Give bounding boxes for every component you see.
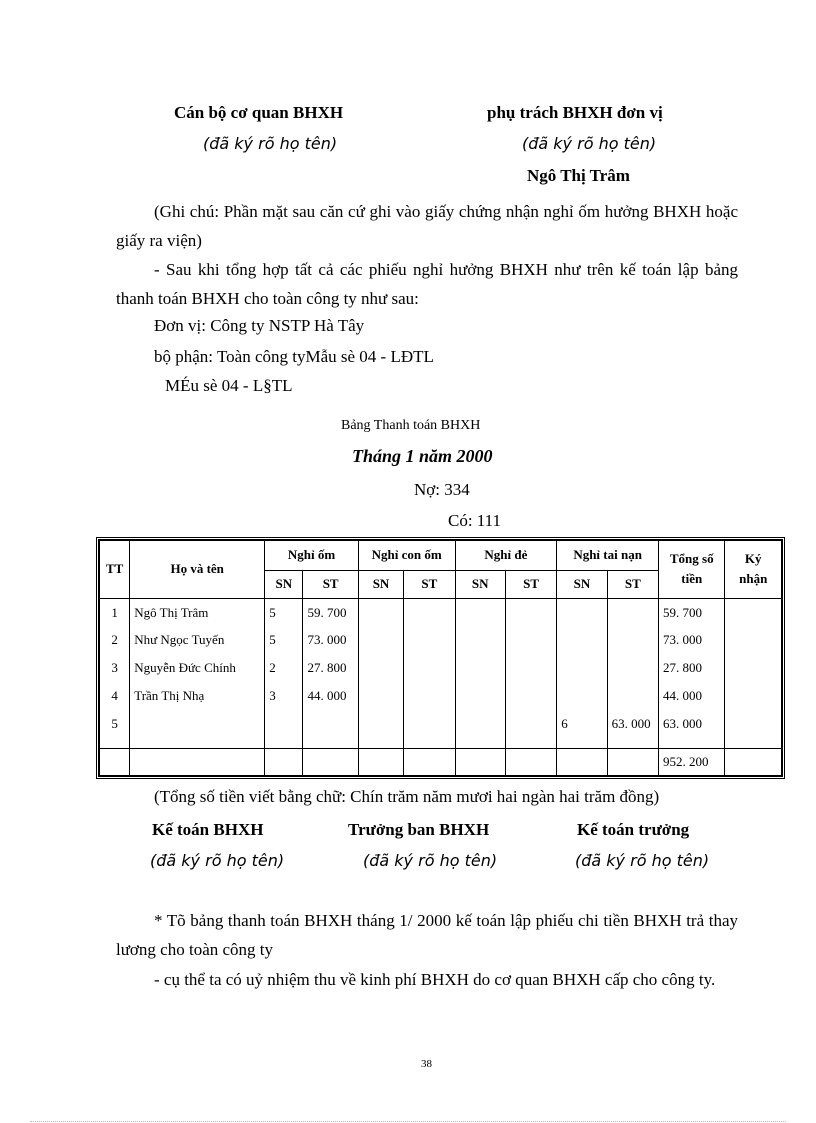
note-paragraph: (Ghi chú: Phần mặt sau căn cứ ghi vào giấy chứng nhận nghỉ ốm hưởng BHXH hoặc giấy ra viện): [116, 202, 738, 250]
row-sick-sn: [265, 710, 303, 738]
row-sign: [725, 654, 782, 682]
debit-account: Nợ: 334: [414, 480, 470, 499]
row-sick-st: 73. 000: [303, 626, 358, 654]
row-tt: 4: [100, 682, 130, 710]
row-name: Như Ngọc Tuyến: [130, 626, 265, 654]
table-title: Bảng Thanh toán BHXH: [341, 418, 481, 433]
header-sick-st: ST: [303, 570, 358, 598]
row-maternity-st: [505, 710, 556, 738]
table-row: [100, 682, 782, 710]
row-sick-sn: 3: [265, 682, 303, 710]
row-child-st: [404, 710, 455, 738]
summary-paragraph: - Sau khi tổng hợp tất cả các phiếu nghỉ hưởng BHXH như trên kế toán lập bảng thanh toán BHXH cho toàn công ty như sau:: [116, 260, 738, 308]
signature-sub-bhxh-officer: (đã ký rõ họ tên): [203, 134, 338, 153]
row-name: [130, 710, 265, 738]
row-child-st: [404, 682, 455, 710]
row-maternity-sn: [455, 682, 505, 710]
table-spacer-row: [100, 738, 782, 749]
signature-sub-chief-accountant: (đã ký rõ họ tên): [575, 851, 710, 870]
row-sick-st: 44. 000: [303, 682, 358, 710]
row-maternity-sn: [455, 598, 505, 626]
row-maternity-st: [505, 654, 556, 682]
row-name: Nguyễn Đức Chính: [130, 654, 265, 682]
row-total: 44. 000: [659, 682, 725, 710]
row-child-sn: [358, 682, 403, 710]
row-total: 59. 700: [659, 598, 725, 626]
row-total: 27. 800: [659, 654, 725, 682]
payment-voucher-paragraph: * Tõ bảng thanh toán BHXH tháng 1/ 2000 kế toán lập phiếu chi tiền BHXH trả thay lương cho toàn công ty: [116, 911, 738, 959]
header-child-st: ST: [404, 570, 455, 598]
header-sign: Ký nhận: [725, 541, 782, 599]
row-accident-st: [607, 682, 658, 710]
header-maternity-sn: SN: [455, 570, 505, 598]
signature-title-unit-bhxh: phụ trách BHXH đơn vị: [487, 103, 663, 122]
row-maternity-st: [505, 626, 556, 654]
header-total: Tổng số tiền: [659, 541, 725, 599]
header-sick-sn: SN: [265, 570, 303, 598]
row-accident-sn: [557, 626, 607, 654]
row-total: 63. 000: [659, 710, 725, 738]
header-maternity-st: ST: [505, 570, 556, 598]
signature-title-bhxh-head: Trưởng ban BHXH: [348, 820, 490, 839]
row-sick-sn: 5: [265, 626, 303, 654]
row-sick-st: 27. 800: [303, 654, 358, 682]
signature-title-bhxh-accountant: Kế toán BHXH: [152, 820, 264, 839]
header-child-sn: SN: [358, 570, 403, 598]
header-accident-st: ST: [607, 570, 658, 598]
signature-sub-bhxh-head: (đã ký rõ họ tên): [363, 851, 498, 870]
row-accident-sn: 6: [557, 710, 607, 738]
row-name: Trần Thị Nhạ: [130, 682, 265, 710]
row-child-sn: [358, 710, 403, 738]
signature-title-chief-accountant: Kế toán trưởng: [577, 820, 690, 839]
signature-sub-bhxh-accountant: (đã ký rõ họ tên): [150, 851, 285, 870]
row-total: 73. 000: [659, 626, 725, 654]
total-in-words: (Tổng số tiền viết bằng chữ: Chín trăm năm mươi hai ngàn hai trăm đồng): [154, 787, 660, 806]
grand-total: 952. 200: [659, 749, 725, 776]
row-name: Ngô Thị Trâm: [130, 598, 265, 626]
row-child-st: [404, 654, 455, 682]
row-tt: 2: [100, 626, 130, 654]
row-child-sn: [358, 626, 403, 654]
signature-title-bhxh-officer: Cán bộ cơ quan BHXH: [174, 103, 344, 122]
table-row: [100, 710, 782, 738]
row-sick-sn: 2: [265, 654, 303, 682]
header-maternity: Nghỉ đẻ: [455, 541, 557, 571]
row-child-st: [404, 598, 455, 626]
row-tt: 5: [100, 710, 130, 738]
row-maternity-sn: [455, 626, 505, 654]
signer-name: Ngô Thị Trâm: [527, 166, 630, 185]
row-child-st: [404, 626, 455, 654]
table-header-row: [100, 541, 782, 571]
page-bottom-divider: [30, 1121, 786, 1122]
row-accident-st: [607, 598, 658, 626]
row-accident-sn: [557, 598, 607, 626]
row-sign: [725, 682, 782, 710]
header-accident: Nghỉ tai nạn: [557, 541, 659, 571]
signature-sub-unit-bhxh: (đã ký rõ họ tên): [522, 134, 657, 153]
form-code-line: MÉu sè 04 - L§TL: [165, 376, 293, 395]
header-sick: Nghỉ ốm: [265, 541, 359, 571]
row-accident-st: 63. 000: [607, 710, 658, 738]
table-row: [100, 654, 782, 682]
row-accident-st: [607, 626, 658, 654]
row-child-sn: [358, 654, 403, 682]
row-maternity-sn: [455, 654, 505, 682]
table-total-row: [100, 749, 782, 776]
row-tt: 1: [100, 598, 130, 626]
table-row: [100, 626, 782, 654]
bhxh-payment-table: [96, 537, 785, 779]
row-maternity-sn: [455, 710, 505, 738]
header-name: Họ và tên: [130, 541, 265, 599]
row-accident-sn: [557, 682, 607, 710]
row-sign: [725, 598, 782, 626]
header-tt: TT: [100, 541, 130, 599]
row-sign: [725, 710, 782, 738]
unit-line: Đơn vị: Công ty NSTP Hà Tây: [154, 316, 365, 335]
row-maternity-st: [505, 682, 556, 710]
row-child-sn: [358, 598, 403, 626]
header-accident-sn: SN: [557, 570, 607, 598]
funding-paragraph: - cụ thể ta có uỷ nhiệm thu về kinh phí BHXH do cơ quan BHXH cấp cho công ty.: [154, 970, 716, 989]
department-line: bộ phận: Toàn công tyMẫu sè 04 - LĐTL: [154, 347, 434, 366]
table-row: [100, 598, 782, 626]
row-accident-sn: [557, 654, 607, 682]
row-sick-st: 59. 700: [303, 598, 358, 626]
credit-account: Có: 111: [448, 511, 502, 530]
header-child-sick: Nghỉ con ốm: [358, 541, 455, 571]
row-maternity-st: [505, 598, 556, 626]
row-sick-sn: 5: [265, 598, 303, 626]
page-number: 38: [421, 1058, 432, 1070]
table-month: Tháng 1 năm 2000: [352, 446, 493, 466]
row-sick-st: [303, 710, 358, 738]
row-accident-st: [607, 654, 658, 682]
row-tt: 3: [100, 654, 130, 682]
row-sign: [725, 626, 782, 654]
